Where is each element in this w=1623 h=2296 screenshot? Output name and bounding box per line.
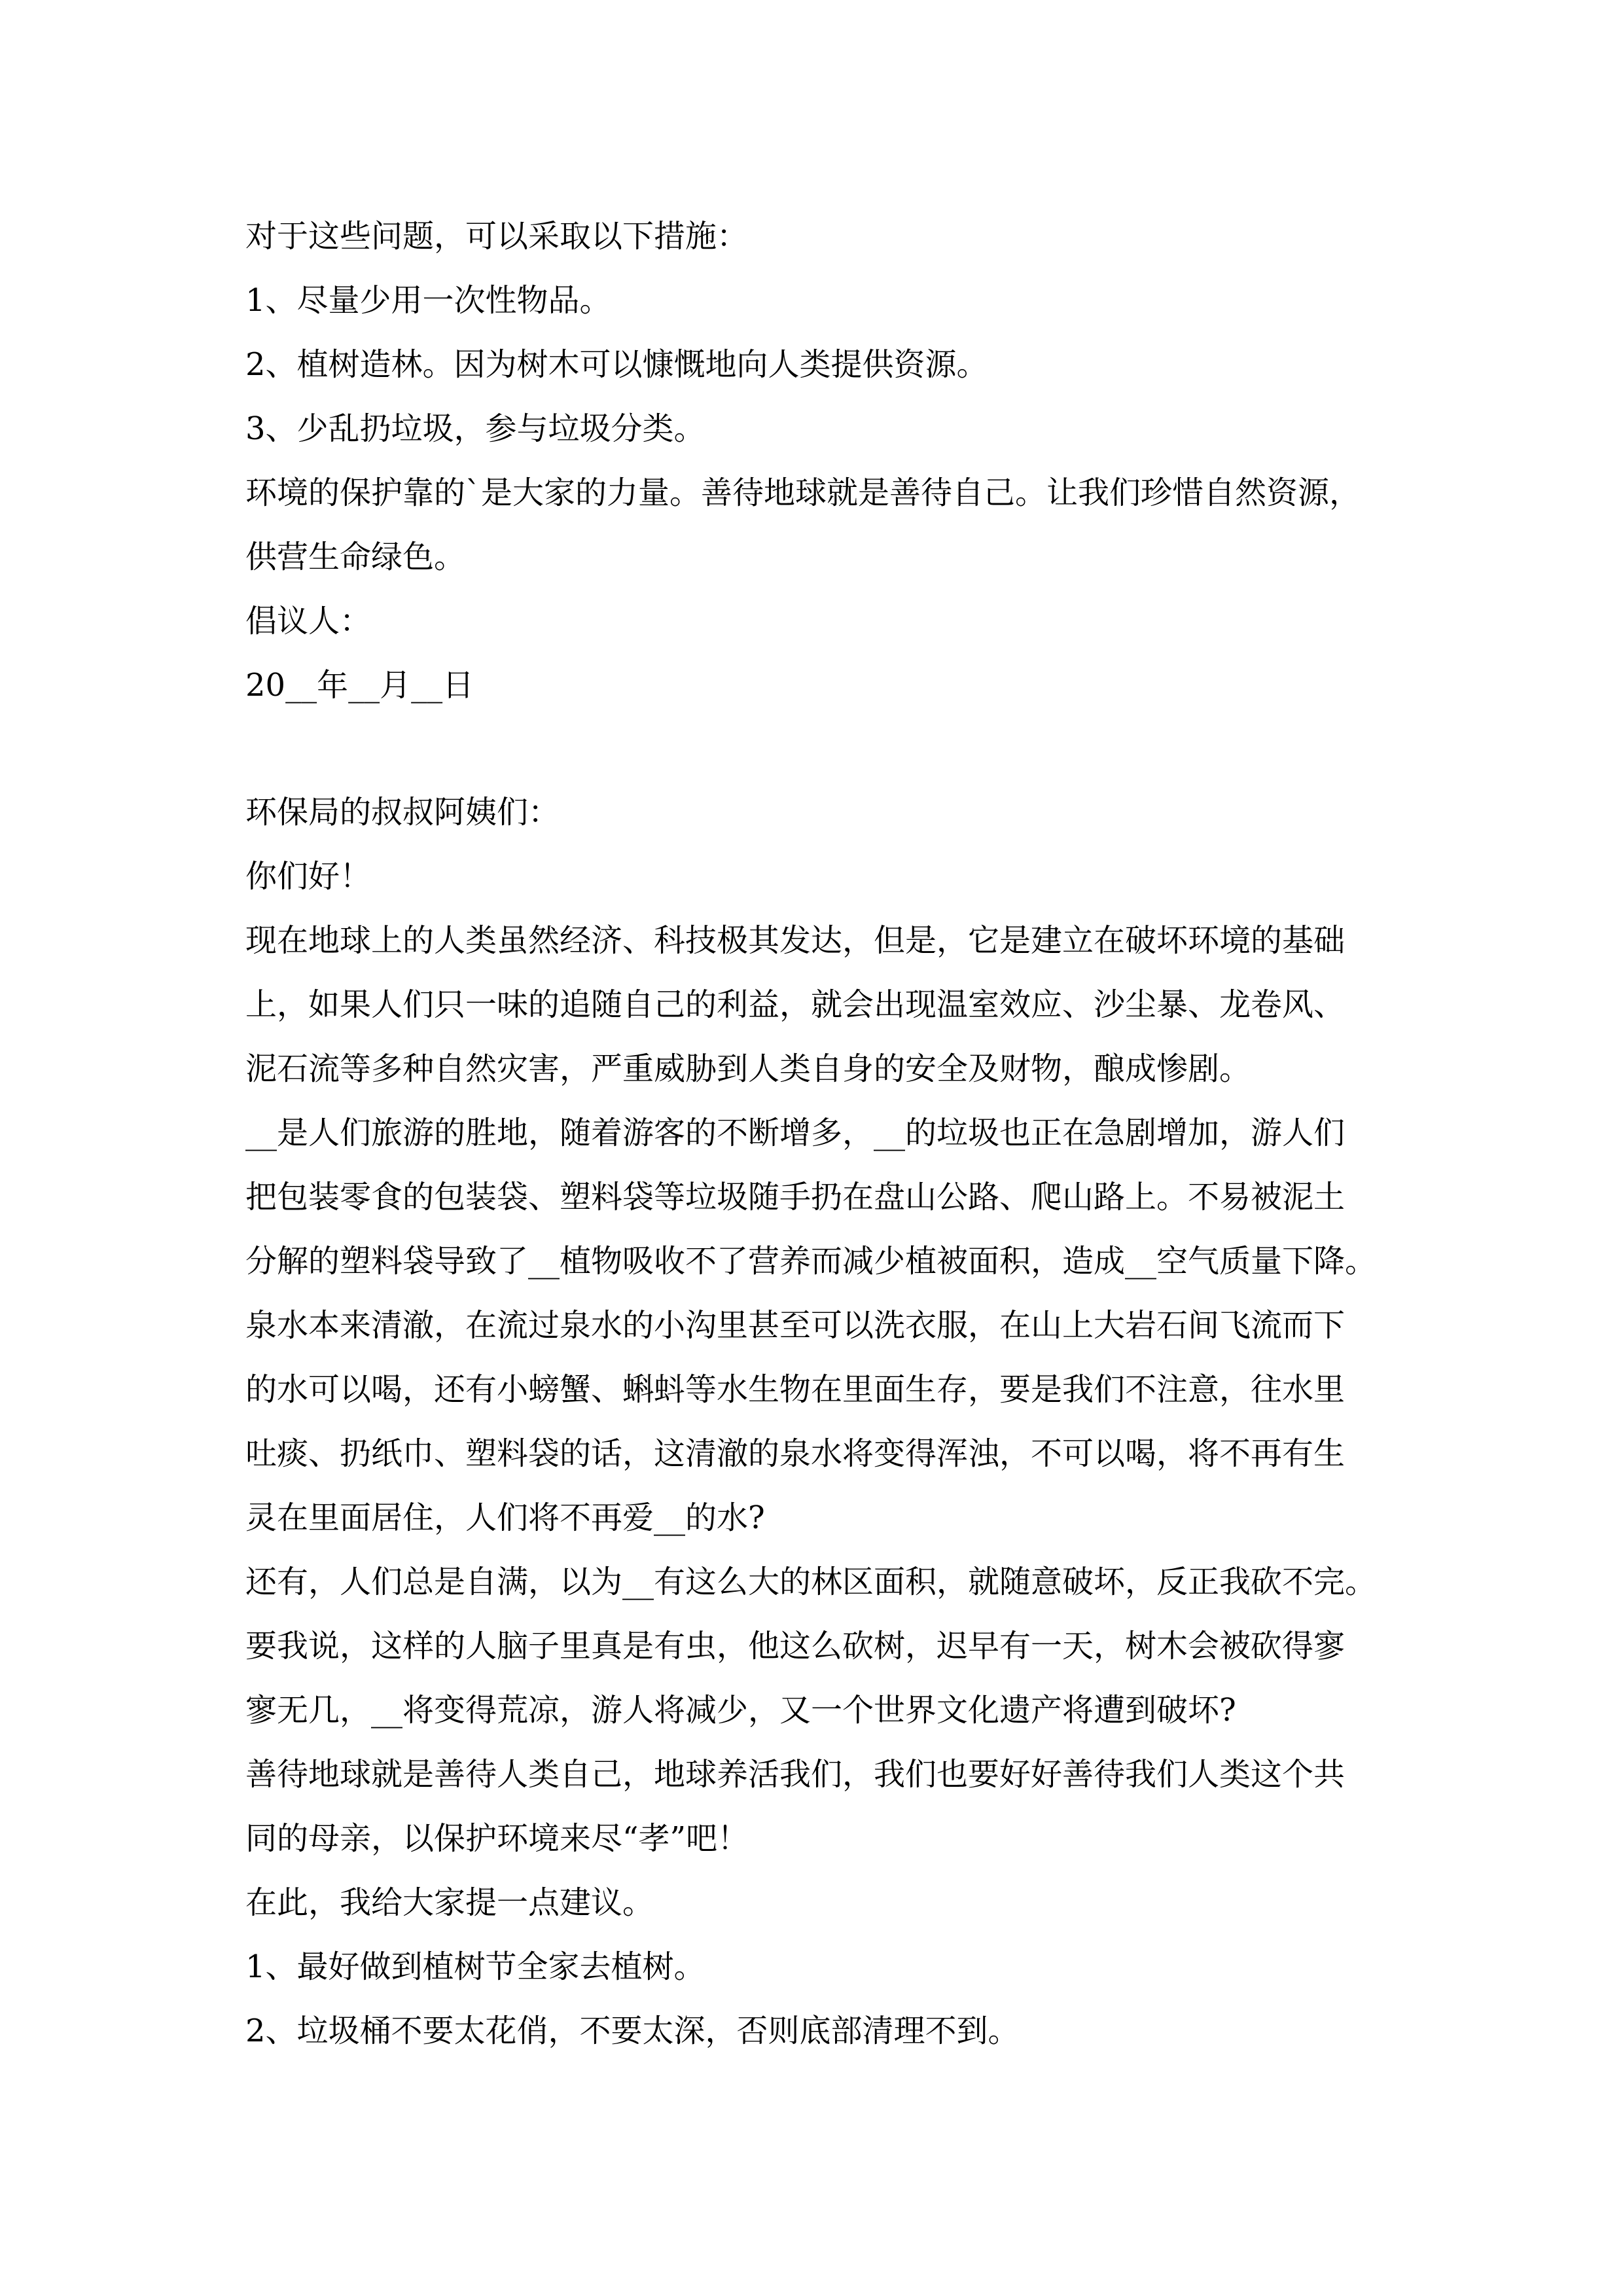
closing-line: 环境的保护靠的`是大家的力量。善待地球就是善待自己。让我们珍惜自然资源， <box>245 475 1361 511</box>
letter-body-line: 现在地球上的人类虽然经济、科技极其发达，但是，它是建立在破坏环境的基础 <box>245 922 1346 959</box>
letter-greeting: 你们好！ <box>245 858 372 895</box>
measure-item-3: 3、少乱扔垃圾，参与垃圾分类。 <box>245 410 705 447</box>
letter-section <box>245 780 1404 2063</box>
suggestion-intro: 在此，我给大家提一点建议。 <box>245 1884 654 1921</box>
letter-body-line: 分解的塑料袋导致了__植物吸收不了营养而减少植被面积，造成__空气质量下降。 <box>245 1243 1377 1280</box>
suggestion-item-1: 1、最好做到植树节全家去植树。 <box>245 1948 705 1985</box>
letter-body-line: 吐痰、扔纸巾、塑料袋的话，这清澈的泉水将变得浑浊，不可以喝，将不再有生 <box>245 1435 1346 1472</box>
letter-salutation: 环保局的叔叔阿姨们： <box>245 794 560 831</box>
letter-body-line: 同的母亲，以保护环境来尽“孝”吧！ <box>245 1820 749 1857</box>
suggestion-item-2: 2、垃圾桶不要太花俏，不要太深，否则底部清理不到。 <box>245 2013 1020 2049</box>
letter-body-line: 还有，人们总是自满，以为__有这么大的林区面积，就随意破坏，反正我砍不完。 <box>245 1564 1377 1600</box>
date-line: 20__年__月__日 <box>245 667 474 704</box>
letter-body-line: 寥无几，__将变得荒凉，游人将减少，又一个世界文化遗产将遭到破坏? <box>245 1692 1236 1729</box>
letter-body-line: __是人们旅游的胜地，随着游客的不断增多，__的垃圾也正在急剧增加，游人们 <box>245 1115 1346 1151</box>
closing-line-continued: 供营生命绿色。 <box>245 539 466 575</box>
letter-body-line: 善待地球就是善待人类自己，地球养活我们，我们也要好好善待我们人类这个共 <box>245 1756 1346 1793</box>
measure-item-2: 2、植树造林。因为树木可以慷慨地向人类提供资源。 <box>245 346 988 383</box>
letter-body-line: 泉水本来清澈，在流过泉水的小沟里甚至可以洗衣服，在山上大岩石间飞流而下 <box>245 1307 1346 1344</box>
measure-item-1: 1、尽量少用一次性物品。 <box>245 282 611 319</box>
letter-body-line: 泥石流等多种自然灾害，严重威胁到人类自身的安全及财物，酿成惨剧。 <box>245 1050 1251 1087</box>
letter-body-line: 把包装零食的包装袋、塑料袋等垃圾随手扔在盘山公路、爬山路上。不易被泥土 <box>245 1179 1346 1215</box>
proposer-label: 倡议人： <box>245 603 372 639</box>
letter-body-line: 上，如果人们只一味的追随自己的利益，就会出现温室效应、沙尘暴、龙卷风、 <box>245 986 1346 1023</box>
proposal-section <box>245 204 1404 717</box>
letter-body-line: 灵在里面居住，人们将不再爱__的水? <box>245 1499 765 1536</box>
letter-body-line: 要我说，这样的人脑子里真是有虫，他这么砍树，迟早有一天，树木会被砍得寥 <box>245 1628 1346 1664</box>
letter-body-line: 的水可以喝，还有小螃蟹、蝌蚪等水生物在里面生存，要是我们不注意，往水里 <box>245 1371 1346 1408</box>
intro-line: 对于这些问题，可以采取以下措施： <box>245 218 749 255</box>
